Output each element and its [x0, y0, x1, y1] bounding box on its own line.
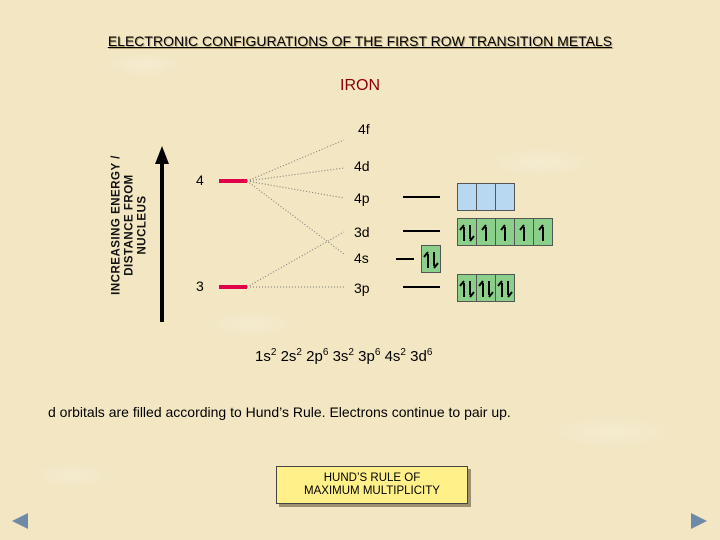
- next-slide-icon: [691, 513, 707, 529]
- hunds-rule-note: d orbitals are filled according to Hund’s Rule. Electrons continue to pair up.: [48, 404, 511, 420]
- config-part: $1s^2$: [255, 347, 277, 365]
- hunds-rule-button[interactable]: [276, 466, 468, 504]
- energy-arrow: [155, 146, 169, 322]
- slide-title: ELECTRONIC CONFIGURATIONS OF THE FIRST ROW TRANSITION METALS: [107, 33, 613, 49]
- up-electron-icon: [477, 219, 495, 245]
- paired-electrons-icon: [458, 219, 476, 245]
- prev-slide-icon: [12, 513, 28, 529]
- paired-electrons-icon: [477, 275, 495, 301]
- orbital-box: [457, 274, 477, 302]
- boxes-3d: [457, 218, 552, 246]
- orbital-box: [457, 183, 477, 211]
- orbital-box: [476, 274, 496, 302]
- paired-electrons-icon: [458, 275, 476, 301]
- shell-3-label: 3: [196, 278, 204, 294]
- orbital-box: [514, 218, 534, 246]
- orbital-box: [533, 218, 553, 246]
- shell-4-marker: [219, 179, 247, 183]
- orbital-box: [457, 218, 477, 246]
- axis-label-line-2: DISTANCE FROM: [123, 174, 136, 276]
- orbital-label-4d: 4d: [354, 158, 370, 174]
- boxes-3p: [457, 274, 514, 302]
- config-part: $2s^2$: [280, 347, 302, 365]
- shell-4-label: 4: [196, 172, 204, 188]
- orbital-label-4p: 4p: [354, 190, 370, 206]
- boxes-4p: [457, 183, 514, 211]
- orbital-box: [495, 274, 515, 302]
- axis-label-line-3: NUCLEUS: [136, 195, 149, 255]
- orbital-box: [495, 218, 515, 246]
- empty-orbital: [496, 184, 514, 210]
- empty-orbital: [458, 184, 476, 210]
- paired-electrons-icon: [496, 275, 514, 301]
- config-part: $3p^6$: [358, 347, 381, 365]
- electron-configuration: [255, 348, 432, 365]
- orbital-label-3d: 3d: [354, 224, 370, 240]
- orbital-label-4s: 4s: [354, 250, 369, 266]
- up-electron-icon: [534, 219, 552, 245]
- orbital-label-4f: 4f: [358, 121, 370, 137]
- button-line-2: MAXIMUM MULTIPLICITY: [304, 485, 440, 497]
- paired-electrons-icon: [422, 246, 440, 272]
- config-part: $3s^2$: [332, 347, 354, 365]
- up-electron-icon: [496, 219, 514, 245]
- config-part: $2p^6$: [306, 347, 329, 365]
- config-part: $4s^2$: [384, 347, 406, 365]
- boxes-4s: [421, 245, 440, 273]
- shell-3-marker: [219, 285, 247, 289]
- fan-lines: [247, 140, 344, 287]
- orbital-label-3p: 3p: [354, 280, 370, 296]
- up-electron-icon: [515, 219, 533, 245]
- orbital-box: [495, 183, 515, 211]
- axis-label-line-1: INCREASING ENERGY /: [110, 155, 123, 295]
- orbital-box: [476, 218, 496, 246]
- empty-orbital: [477, 184, 495, 210]
- orbital-box: [476, 183, 496, 211]
- button-line-1: HUND’S RULE OF: [323, 472, 421, 484]
- orbital-box: [421, 245, 441, 273]
- element-name: IRON: [340, 77, 380, 94]
- config-part: $3d^6$: [410, 347, 433, 365]
